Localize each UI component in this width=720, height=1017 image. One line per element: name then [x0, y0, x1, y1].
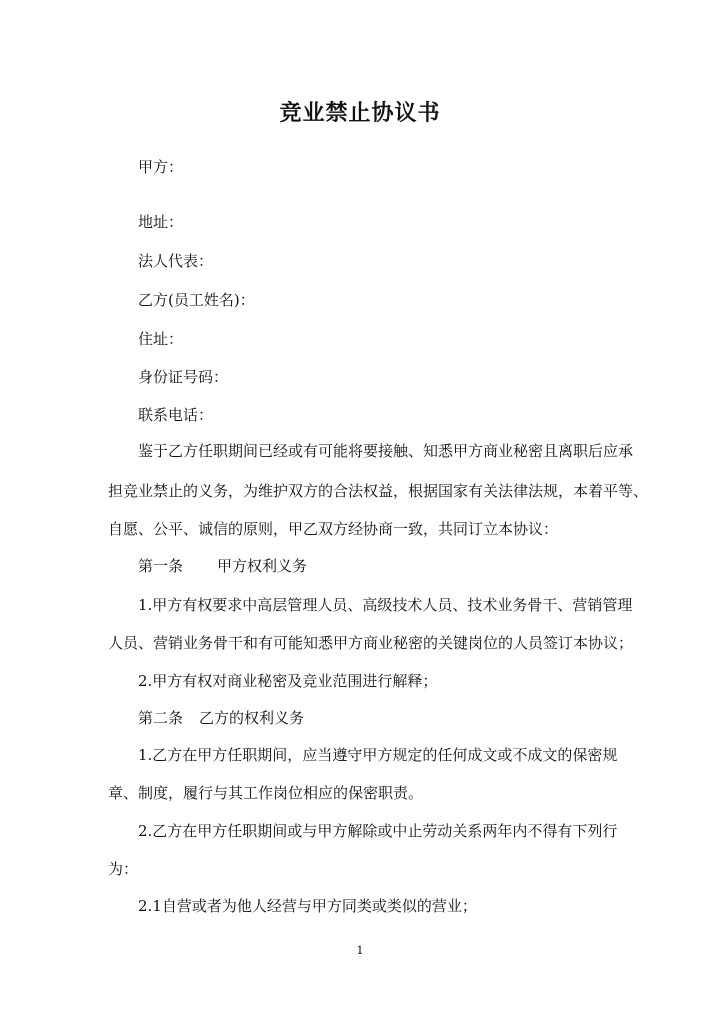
article-2-clause-1-line-2: 章、制度，履行与其工作岗位相应的保密职责。 — [108, 784, 424, 802]
article-2-heading — [138, 707, 614, 729]
article-2-clause-2-line-2: 为： — [108, 860, 139, 878]
preamble-line-2: 担竞业禁止的义务，为维护双方的合法权益，根据国家有关法律法规，本着平等、 — [108, 482, 649, 500]
article-1-clause-1-line-2: 人员、营销业务骨干和有可能知悉甲方商业秘密的关键岗位的人员签订本协议； — [108, 634, 634, 652]
article-2-number: 第二条 — [138, 709, 184, 727]
article-2-clause-2-line-1: 2.乙方在甲方任职期间或与甲方解除或中止劳动关系两年内不得有下列行 — [138, 822, 618, 840]
page-number: 1 — [356, 944, 364, 957]
article-2-title: 乙方的权利义务 — [199, 709, 305, 727]
article-2-clause-2-1: 2.1自营或者为他人经营与甲方同类或类似的营业； — [138, 897, 477, 915]
preamble-line-1: 鉴于乙方任职期间已经或有可能将要接触、知悉甲方商业秘密且离职后应承 — [138, 442, 634, 460]
legal-rep-label: 法人代表： — [138, 252, 214, 270]
phone-label: 联系电话： — [138, 406, 214, 424]
article-1-clause-2: 2.甲方有权对商业秘密及竞业范围进行解释； — [138, 672, 438, 690]
address-label: 地址： — [138, 213, 184, 231]
party-a-label: 甲方： — [138, 158, 184, 176]
party-b-label: 乙方(员工姓名)： — [138, 291, 255, 309]
document-title: 竞业禁止协议书 — [279, 100, 441, 126]
article-1-title: 甲方权利义务 — [217, 557, 308, 575]
article-1-clause-1-line-1: 1.甲方有权要求中高层管理人员、高级技术人员、技术业务骨干、营销管理 — [138, 596, 633, 614]
id-number-label: 身份证号码： — [138, 368, 229, 386]
article-2-clause-1-line-1: 1.乙方在甲方任职期间，应当遵守甲方规定的任何成文或不成文的保密规 — [138, 746, 618, 764]
residence-label: 住址： — [138, 330, 184, 348]
preamble-line-3: 自愿、公平、诚信的原则，甲乙双方经协商一致，共同订立本协议： — [108, 520, 559, 538]
article-1-heading — [138, 555, 614, 577]
article-1-number: 第一条 — [138, 557, 184, 575]
